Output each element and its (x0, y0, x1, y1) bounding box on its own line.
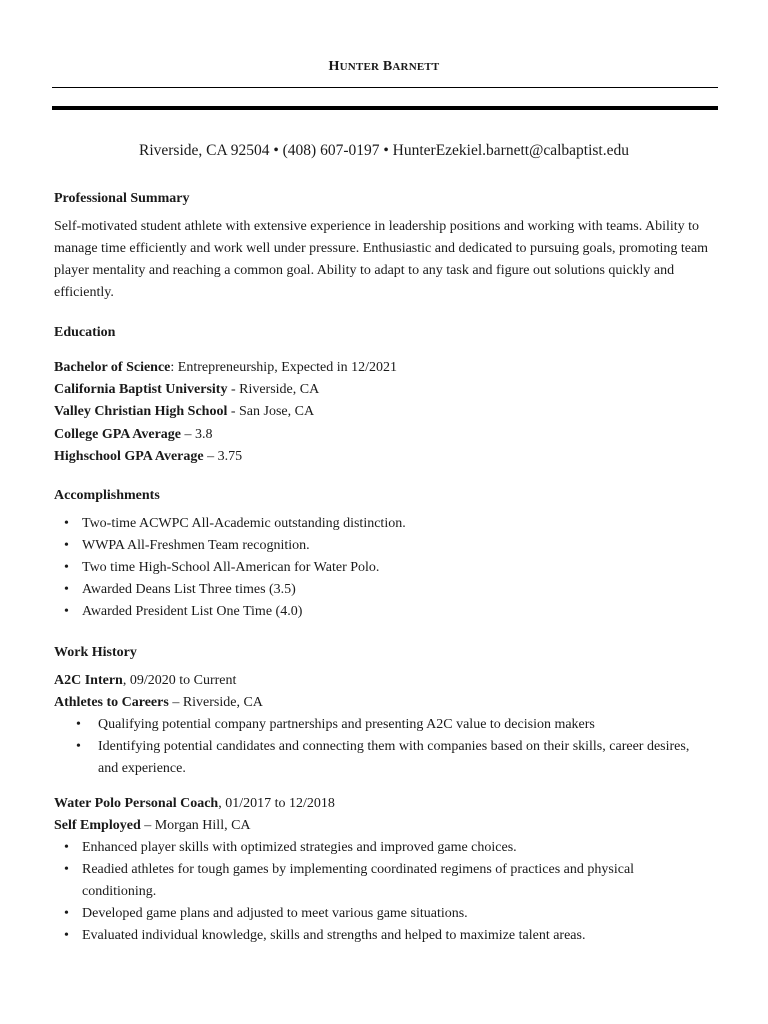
job-duties-list (82, 837, 702, 947)
section-title-work-history: Work History (54, 645, 137, 660)
job-employer-line: Athletes to Careers – Riverside, CA (54, 695, 263, 710)
contact-line: Riverside, CA 92504 • (408) 607-0197 • HunterEzekiel.barnett@calbaptist.edu (138, 142, 629, 159)
education-degree: Bachelor of Science: Entrepreneurship, Expected in 12/2021 (54, 360, 398, 375)
list-item: • Identifying potential candidates and connecting them with companies based on their skills, career desires, and experience. (98, 736, 708, 780)
section-title-summary: Professional Summary (54, 191, 190, 206)
job-duties-list (98, 714, 708, 780)
education-high-school: Valley Christian High School - San Jose, CA (54, 404, 315, 419)
job-employer-line: Self Employed – Morgan Hill, CA (54, 818, 251, 833)
list-item: • Evaluated individual knowledge, skills and strengths and helped to maximize talent areas. (82, 925, 702, 947)
name-first-initial: H (328, 59, 340, 74)
name-last-initial: B (382, 59, 393, 74)
education-highschool-gpa: Highschool GPA Average – 3.75 (54, 449, 243, 464)
list-item: • Two-time ACWPC All-Academic outstanding distinction. (82, 513, 702, 535)
list-item: • Qualifying potential company partnerships and presenting A2C value to decision makers (98, 714, 708, 736)
list-item: • Readied athletes for tough games by implementing coordinated regimens of practices and physical conditioning. (82, 859, 702, 903)
name-last-rest: ARNETT (392, 61, 440, 73)
list-item: • Developed game plans and adjusted to meet various game situations. (82, 903, 702, 925)
accomplishments-list (82, 513, 702, 623)
job-title-line: Water Polo Personal Coach, 01/2017 to 12/2018 (54, 796, 335, 811)
list-item: • WWPA All-Freshmen Team recognition. (82, 535, 702, 557)
list-item: • Enhanced player skills with optimized strategies and improved game choices. (82, 837, 702, 859)
list-item: • Awarded Deans List Three times (3.5) (82, 579, 702, 601)
resume-name (0, 59, 768, 75)
section-title-education: Education (54, 325, 116, 340)
name-first-rest: UNTER (339, 61, 380, 73)
header-divider-thick (52, 106, 718, 110)
section-title-accomplishments: Accomplishments (54, 488, 160, 503)
education-university: California Baptist University - Riverside, CA (54, 382, 320, 397)
header-divider-thin (52, 87, 718, 88)
summary-text: Self-motivated student athlete with extensive experience in leadership positions and working with teams. Ability to manage time efficiently and work well under pressure. Enthusiastic and dedicated to pursuing goals, promoting team player mentality and reaching a common goal. Ability to adapt to any task and figure out solutions quickly and efficiently. (54, 219, 709, 300)
list-item: • Awarded President List One Time (4.0) (82, 601, 702, 623)
list-item: • Two time High-School All-American for Water Polo. (82, 557, 702, 579)
education-college-gpa: College GPA Average – 3.8 (54, 427, 213, 442)
job-title-line: A2C Intern, 09/2020 to Current (54, 673, 237, 688)
